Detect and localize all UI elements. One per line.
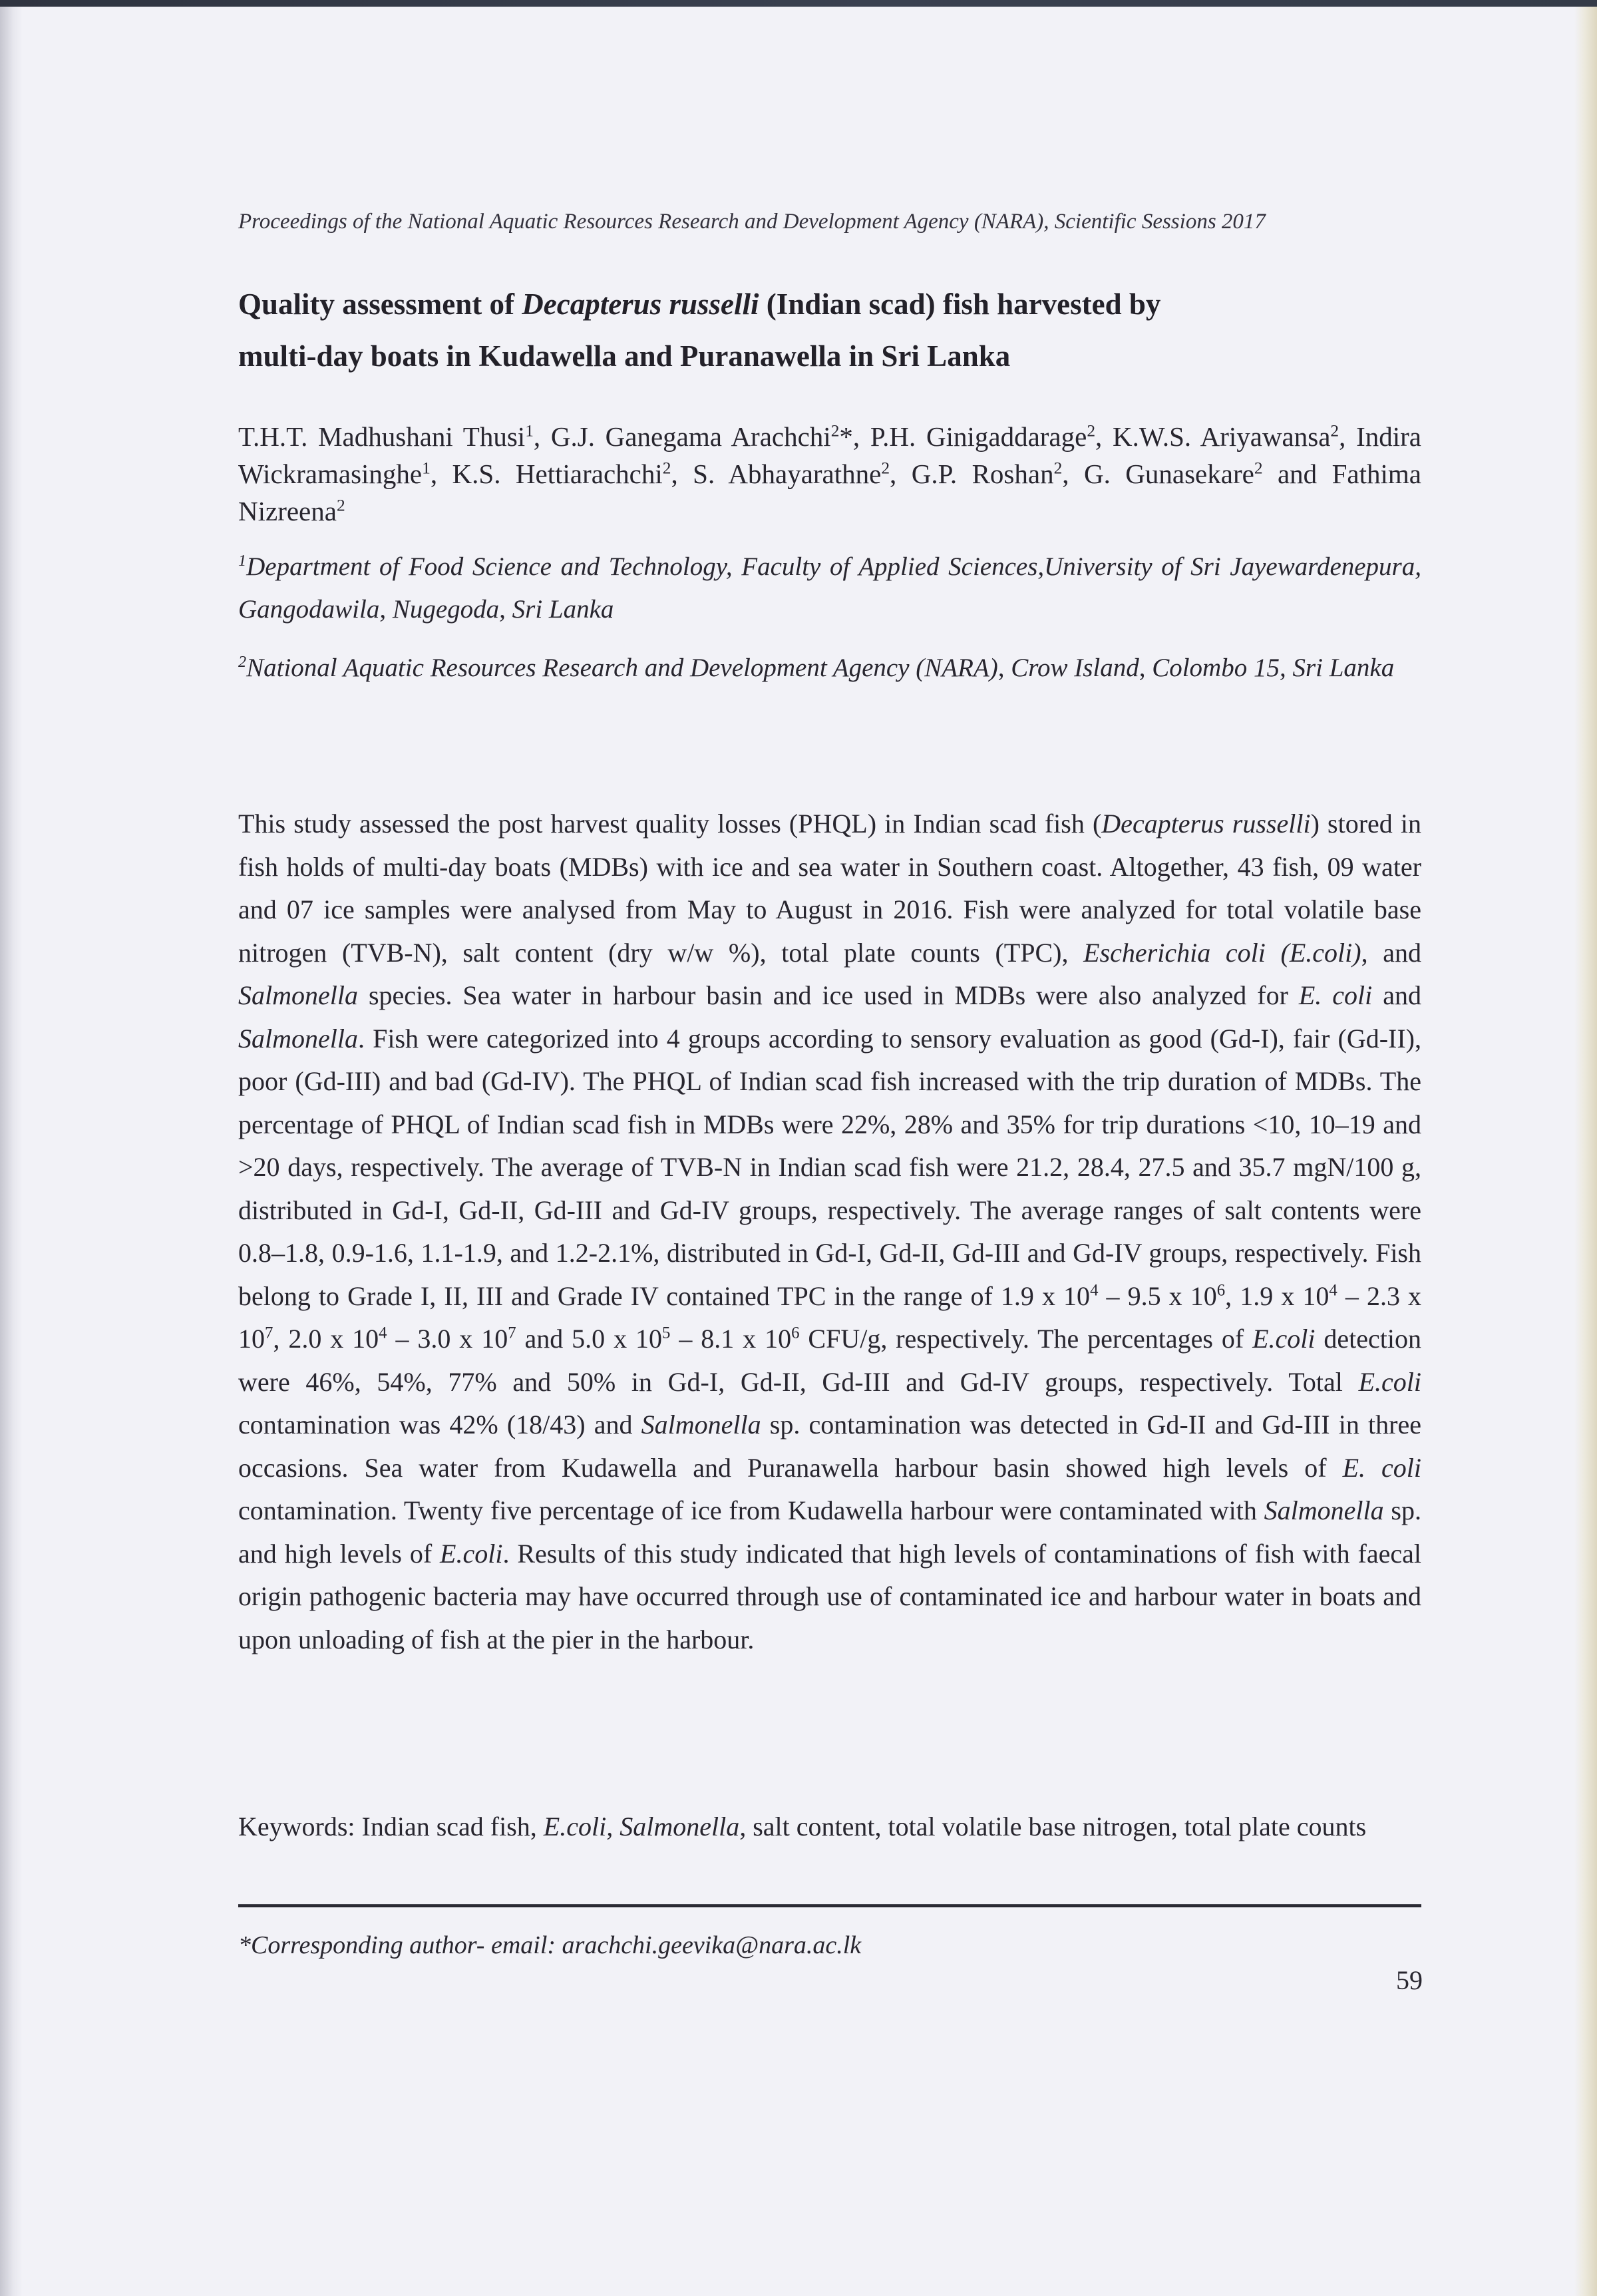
keywords-line: Keywords: Indian scad fish, E.coli, Salmonella, salt content, total volatile base nitrogen, total plate counts	[238, 1812, 1367, 1841]
journal-header: Proceedings of the National Aquatic Resources Research and Development Agency (NARA), Scientific Sessions 2017	[238, 210, 1266, 234]
separator-rule	[238, 1904, 1421, 1907]
page-number: 59	[1396, 1965, 1423, 1995]
abstract-paragraph: This study assessed the post harvest quality losses (PHQL) in Indian scad fish (Decapterus russelli) stored in fish holds of multi-day boats (MDBs) with ice and sea water in Southern coast. Altogether, 43 fish, 09 water and 07 ice samples were analysed from May to August in 2016. Fish were analyzed for total volatile base nitrogen (TVB-N), salt content (dry w/w %), total plate counts (TPC), Escherichia coli (E.coli), and Salmonella species. Sea water in harbour basin and ice used in MDBs were also analyzed for E. coli and Salmonella. Fish were categorized into 4 groups according to sensory evaluation as good (Gd-I), fair (Gd-II), poor (Gd-III) and bad (Gd-IV). The PHQL of Indian scad fish increased with the trip duration of MDBs. The percentage of PHQL of Indian scad fish in MDBs were 22%, 28% and 35% for trip durations <10, 10–19 and >20 days, respectively. The average of TVB-N in Indian scad fish were 21.2, 28.4, 27.5 and 35.7 mgN/100 g, distributed in Gd-I, Gd-II, Gd-III and Gd-IV groups, respectively. The average ranges of salt contents were 0.8–1.8, 0.9-1.6, 1.1-1.9, and 1.2-2.1%, distributed in Gd-I, Gd-II, Gd-III and Gd-IV groups, respectively. Fish belong to Grade I, II, III and Grade IV contained TPC in the range of 1.9 x $10^4 - 9.5$ x $10^6$, 1.9 x $10^4 - 2.3$ x $10^7$, 2.0 x $10^4 - 3.0$ x $10^7$ and 5.0 x $10^5 - 8.1$ x $10^6$ CFU/g, respectively. The percentages of E.coli detection were 46%, 54%, 77% and 50% in Gd-I, Gd-II, Gd-III and Gd-IV groups, respectively. Total E.coli contamination was 42% (18/43) and Salmonella sp. contamination was detected in Gd-II and Gd-III in three occasions. Sea water from Kudawella and Puranawella harbour basin showed high levels of E. coli contamination. Twenty five percentage of ice from Kudawella harbour were contaminated with Salmonella sp. and high levels of E.coli. Results of this study indicated that high levels of contaminations of fish with faecal origin pathogenic bacteria may have occurred through use of contaminated ice and harbour water in boats and upon unloading of fish at the pier in the harbour.	[238, 809, 1422, 1654]
scan-edge-top	[0, 0, 1597, 7]
affiliation-1: $^1$Department of Food Science and Technology, Faculty of Applied Sciences,University of Sri Jayewardenepura, Gangodawila, Nugegoda, Sri Lanka	[238, 552, 1421, 624]
corresponding-author-note: *Corresponding author- email: arachchi.geevika@nara.ac.lk	[238, 1931, 862, 1959]
authors-line: T.H.T. Madhushani Thusi$^1$, G.J. Ganegama Arachchi$^2$*, P.H. Ginigaddarage$^2$, K.W.S. Ariyawansa$^2$, Indira Wickramasinghe$^1$, K.S. Hettiarachchi$^2$, S. Abhayarathne$^2$, G.P. Roshan$^2$, G. Gunasekare$^2$ and Fathima Nizreena$^2$	[238, 421, 1422, 526]
scan-edge-right	[1574, 7, 1597, 2296]
scan-edge-left	[0, 7, 23, 2296]
paper-title: Quality assessment of Decapterus russelli (Indian scad) fish harvested by multi-day boats in Kudawella and Puranawella in Sri Lanka	[238, 287, 1161, 373]
affiliation-2: $^2$National Aquatic Resources Research and Development Agency (NARA), Crow Island, Colombo 15, Sri Lanka	[238, 653, 1395, 682]
